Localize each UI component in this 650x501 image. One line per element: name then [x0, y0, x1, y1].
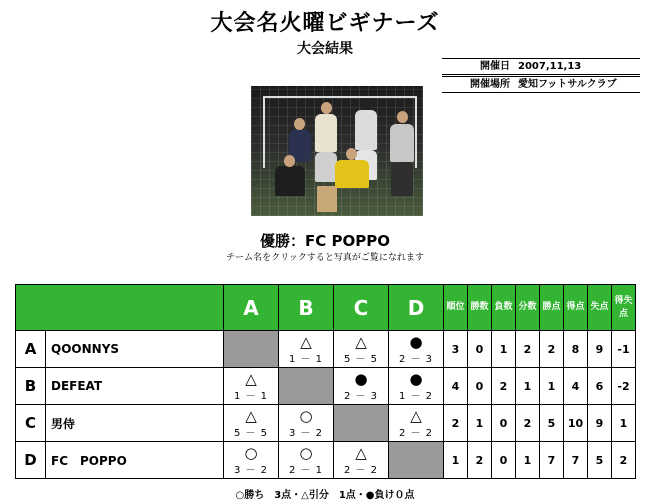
team-link[interactable]: DEFEAT [46, 368, 224, 405]
stat-goals-for: 8 [564, 331, 588, 368]
stat-draws: 1 [516, 368, 540, 405]
match-result-cell [224, 442, 279, 479]
date-value: 2007,11,13 [518, 61, 582, 72]
self-match-cell [389, 442, 444, 479]
result-symbol: △ [300, 332, 312, 351]
match-score: 2 － 2 [398, 427, 434, 439]
venue-row [442, 76, 640, 93]
stat-header-goal-diff: 得失点 [612, 285, 636, 331]
venue-label: 開催場所 [470, 79, 510, 90]
table-row [16, 405, 636, 442]
stat-points: 1 [540, 368, 564, 405]
col-header-c: C [334, 285, 389, 331]
match-result-cell [334, 368, 389, 405]
results-table [15, 284, 636, 479]
stat-losses: 0 [492, 442, 516, 479]
stat-wins: 0 [468, 331, 492, 368]
self-match-cell [279, 368, 334, 405]
result-symbol: ● [409, 332, 423, 351]
table-header-row [16, 285, 636, 331]
stat-wins: 1 [468, 405, 492, 442]
stat-losses: 1 [492, 331, 516, 368]
points-legend: ○勝ち 3点・△引分 1点・●負け０点 [235, 490, 415, 501]
winner-heading: 優勝：FC POPPO [260, 232, 390, 250]
self-match-cell [334, 405, 389, 442]
stat-goals-for: 7 [564, 442, 588, 479]
stat-draws: 1 [516, 442, 540, 479]
result-symbol: ○ [299, 406, 313, 425]
date-label: 開催日 [480, 61, 510, 72]
stat-header-points: 勝点 [540, 285, 564, 331]
row-letter: B [16, 368, 46, 405]
stat-goals-for: 4 [564, 368, 588, 405]
table-row [16, 368, 636, 405]
stat-goal-diff: -1 [612, 331, 636, 368]
stat-rank: 2 [444, 405, 468, 442]
stat-header-goals-for: 得点 [564, 285, 588, 331]
team-link[interactable]: QOONNYS [46, 331, 224, 368]
col-header-b: B [279, 285, 334, 331]
stat-goals-against: 6 [588, 368, 612, 405]
match-result-cell [334, 442, 389, 479]
stat-header-wins: 勝数 [468, 285, 492, 331]
match-result-cell [389, 405, 444, 442]
stat-points: 5 [540, 405, 564, 442]
stat-rank: 4 [444, 368, 468, 405]
stat-draws: 2 [516, 405, 540, 442]
date-row [442, 58, 640, 75]
match-result-cell [389, 331, 444, 368]
col-header-a: A [224, 285, 279, 331]
result-symbol: △ [355, 332, 367, 351]
match-score: 5 － 5 [233, 427, 269, 439]
team-link[interactable]: FC POPPO [46, 442, 224, 479]
stat-goal-diff: -2 [612, 368, 636, 405]
self-match-cell [224, 331, 279, 368]
result-symbol: ○ [244, 443, 258, 462]
match-score: 5 － 5 [343, 353, 379, 365]
results-subtitle: 大会結果 [297, 41, 353, 57]
result-symbol: ● [409, 369, 423, 388]
stat-wins: 0 [468, 368, 492, 405]
row-letter: D [16, 442, 46, 479]
result-symbol: △ [245, 369, 257, 388]
stat-header-rank: 順位 [444, 285, 468, 331]
stat-rank: 1 [444, 442, 468, 479]
result-symbol: ● [354, 369, 368, 388]
stat-draws: 2 [516, 331, 540, 368]
match-result-cell [279, 331, 334, 368]
tournament-title: 大会名火曜ビギナーズ [210, 11, 440, 36]
match-score: 2 － 3 [343, 390, 379, 402]
match-result-cell [224, 405, 279, 442]
stat-goal-diff: 1 [612, 405, 636, 442]
table-row [16, 442, 636, 479]
stat-header-losses: 負数 [492, 285, 516, 331]
match-result-cell [279, 442, 334, 479]
stat-goals-against: 5 [588, 442, 612, 479]
stat-rank: 3 [444, 331, 468, 368]
match-result-cell [279, 405, 334, 442]
winner-team-photo [251, 86, 423, 216]
stat-goal-diff: 2 [612, 442, 636, 479]
table-row [16, 331, 636, 368]
stat-goals-against: 9 [588, 331, 612, 368]
row-letter: A [16, 331, 46, 368]
match-result-cell [224, 368, 279, 405]
match-result-cell [389, 368, 444, 405]
team-link[interactable]: 男侍 [46, 405, 224, 442]
match-score: 1 － 1 [288, 353, 324, 365]
result-symbol: △ [245, 406, 257, 425]
stat-goals-against: 9 [588, 405, 612, 442]
match-result-cell [334, 331, 389, 368]
event-info [442, 58, 640, 94]
stat-losses: 2 [492, 368, 516, 405]
stat-header-goals-against: 失点 [588, 285, 612, 331]
match-score: 2 － 2 [343, 464, 379, 476]
stat-points: 2 [540, 331, 564, 368]
photo-note: チーム名をクリックすると写真がご覧になれます [226, 253, 424, 263]
header-blank [16, 285, 224, 331]
stat-losses: 0 [492, 405, 516, 442]
match-score: 2 － 3 [398, 353, 434, 365]
match-score: 1 － 2 [398, 390, 434, 402]
col-header-d: D [389, 285, 444, 331]
result-symbol: ○ [299, 443, 313, 462]
venue-value: 愛知フットサルクラブ [518, 79, 617, 90]
stat-wins: 2 [468, 442, 492, 479]
stat-goals-for: 10 [564, 405, 588, 442]
result-symbol: △ [410, 406, 422, 425]
match-score: 2 － 1 [288, 464, 324, 476]
match-score: 3 － 2 [288, 427, 324, 439]
match-score: 1 － 1 [233, 390, 269, 402]
stat-points: 7 [540, 442, 564, 479]
result-symbol: △ [355, 443, 367, 462]
stat-header-draws: 分数 [516, 285, 540, 331]
row-letter: C [16, 405, 46, 442]
match-score: 3 － 2 [233, 464, 269, 476]
